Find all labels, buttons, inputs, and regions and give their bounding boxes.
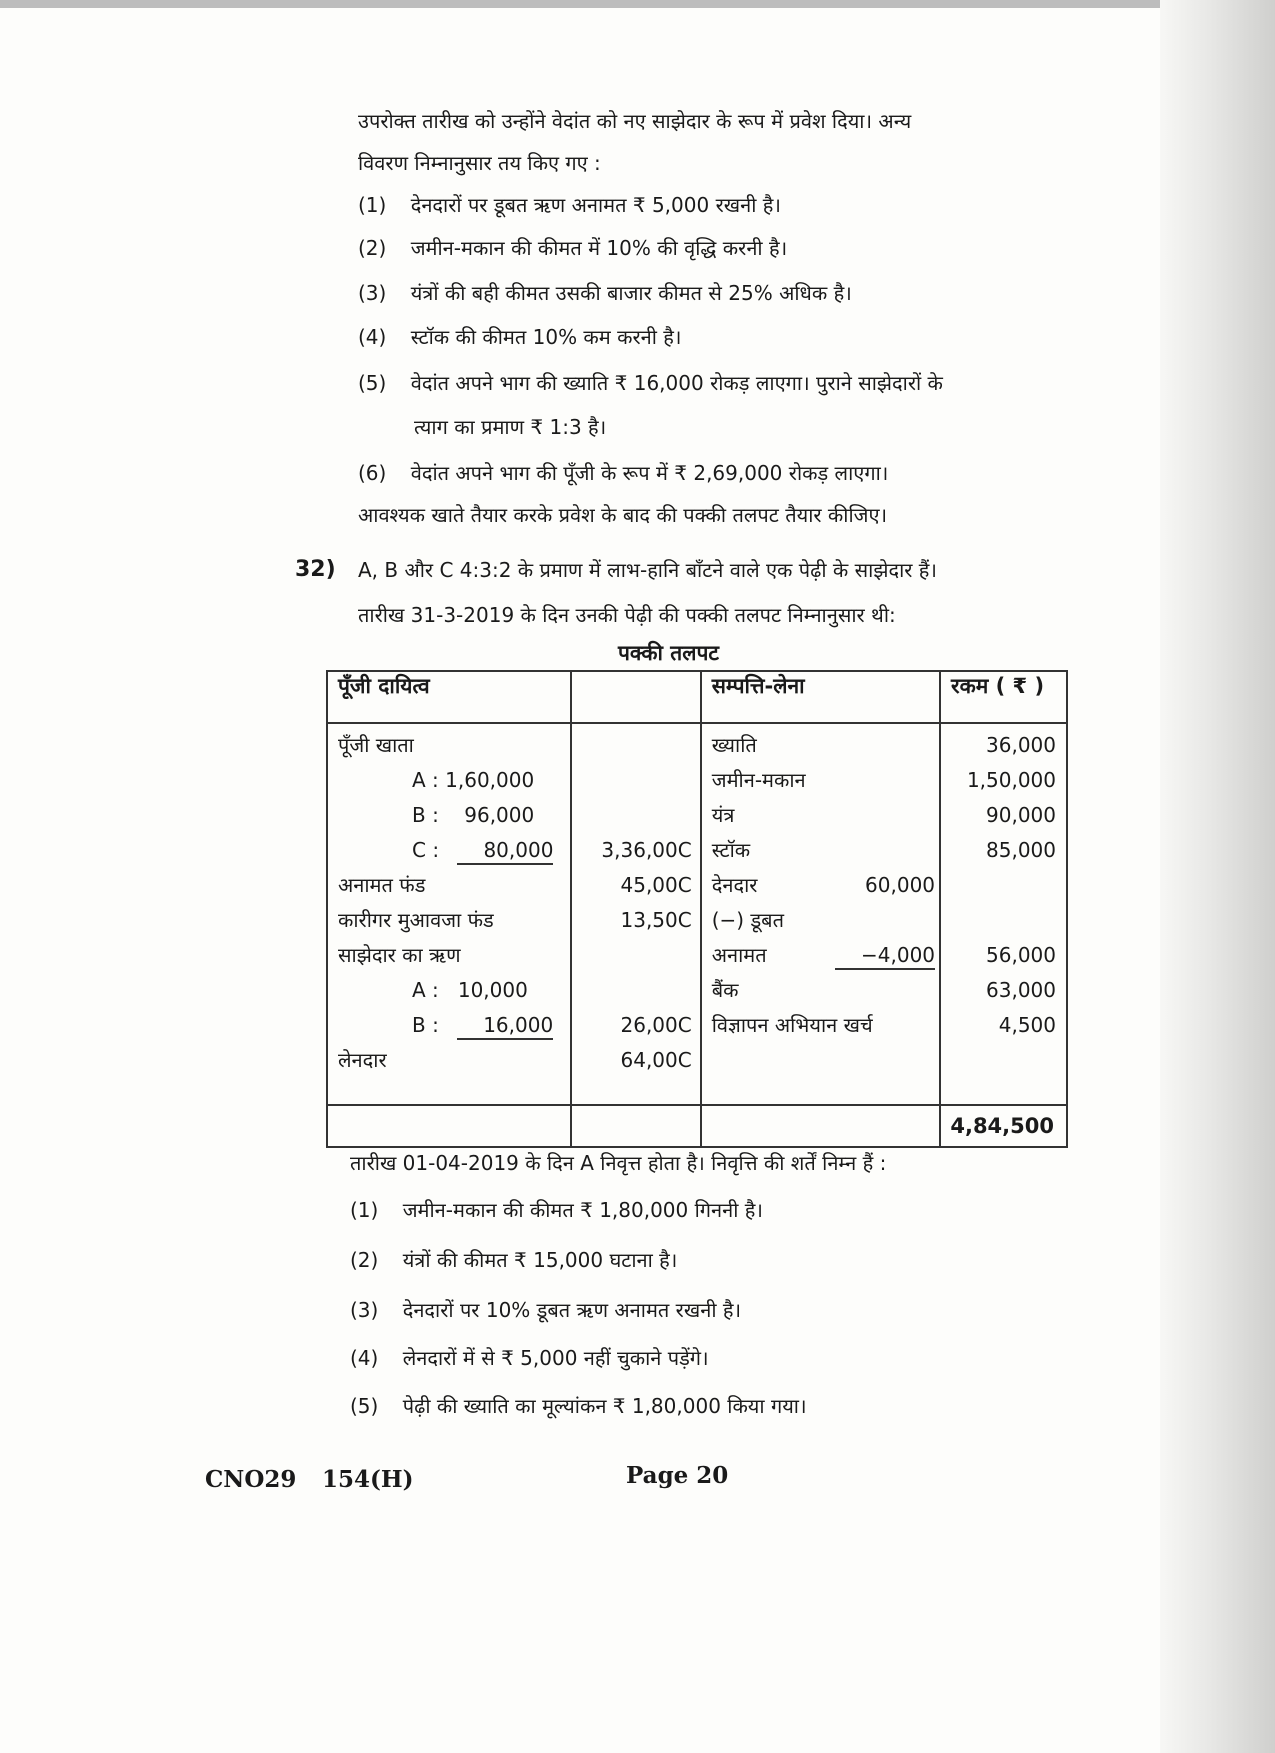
condition-6 [358,460,888,486]
balance-sheet-table [326,670,1068,1148]
loan-a: A : 10,000 [412,978,528,1002]
grand-total: 4,84,500 [940,1105,1067,1147]
condition-text: वेदांत अपने भाग की पूँजी के रूप में ₹ 2,69,000 रोकड़ लाएगा। [410,461,889,485]
retirement-condition-2 [350,1247,677,1273]
total-blank-3 [701,1105,940,1147]
reserve-fund-label: अनामत फंड [338,873,426,897]
liabilities-column [327,723,571,1105]
condition-number: (1) [350,1198,379,1222]
debtors-net-value: 56,000 [986,943,1056,967]
condition-number: (5) [350,1394,379,1418]
condition-number: (5) [358,371,387,395]
provision-label: अनामत [711,943,767,967]
less-bad-debt-label: (−) डूबत [711,908,784,932]
header-amount-blank [571,671,701,723]
page-number: Page 20 [626,1462,729,1489]
assets-amount-column [940,723,1067,1105]
condition-text: स्टॉक की कीमत 10% कम करनी है। [410,325,682,349]
capital-c-label: C : [412,838,440,862]
capital-b: B : 96,000 [412,803,535,827]
machinery-label: यंत्र [711,803,735,827]
assets-column [701,723,940,1105]
goodwill-value: 36,000 [986,733,1056,757]
loan-b-label: B : [412,1013,439,1037]
scan-right-edge [1160,0,1275,1753]
header-liabilities: पूँजी दायित्व [327,671,571,723]
condition-text: जमीन-मकान की कीमत ₹ 1,80,000 गिननी है। [402,1198,763,1222]
instruction: आवश्यक खाते तैयार करके प्रवेश के बाद की पक्की तलपट तैयार कीजिए। [358,503,888,527]
debtors-label: देनदार [711,873,758,897]
condition-number: (1) [358,193,387,217]
total-blank-2 [571,1105,701,1147]
intro-line-1: उपरोक्त तारीख को उन्होंने वेदांत को नए साझेदार के रूप में प्रवेश दिया। अन्य [358,109,912,133]
advertisement-expense-label: विज्ञापन अभियान खर्च [711,1013,873,1037]
header-amount: रकम ( ₹ ) [940,671,1067,723]
condition-5 [358,370,943,396]
condition-text: देनदारों पर डूबत ऋण अनामत ₹ 5,000 रखनी है। [410,193,781,217]
land-building-label: जमीन-मकान [711,768,806,792]
liabilities-amount-column [571,723,701,1105]
machinery-value: 90,000 [986,803,1056,827]
condition-number: (2) [350,1248,379,1272]
bank-label: बैंक [711,978,739,1002]
condition-number: (3) [358,281,387,305]
workmen-compensation-label: कारीगर मुआवजा फंड [338,908,494,932]
goodwill-label: ख्याति [711,733,757,757]
bank-value: 63,000 [986,978,1056,1002]
capital-account-label: पूँजी खाता [338,733,414,757]
condition-text: जमीन-मकान की कीमत में 10% की वृद्धि करनी है। [410,236,788,260]
capital-c [412,837,553,863]
condition-text: देनदारों पर 10% डूबत ऋण अनामत रखनी है। [402,1298,742,1322]
loan-b-value: 16,000 [457,1012,553,1040]
paper-code: CNO29 [205,1466,297,1493]
condition-text: यंत्रों की कीमत ₹ 15,000 घटाना है। [402,1248,678,1272]
advertisement-expense-value: 4,500 [998,1013,1056,1037]
condition-text: वेदांत अपने भाग की ख्याति ₹ 16,000 रोकड़ लाएगा। पुराने साझेदारों के [410,371,943,395]
condition-number: (4) [358,325,387,349]
condition-text: पेढ़ी की ख्याति का मूल्यांकन ₹ 1,80,000 किया गया। [402,1394,807,1418]
table-title: पक्की तलपट [618,641,719,665]
retirement-condition-1 [350,1197,763,1223]
question-number: 32) [295,557,336,582]
retirement-condition-5 [350,1393,807,1419]
creditors-value: 64,00C [620,1048,692,1072]
debtors-value: 60,000 [865,873,936,897]
condition-number: (4) [350,1346,379,1370]
stock-label: स्टॉक [711,838,751,862]
total-blank-1 [327,1105,571,1147]
reserve-fund-value: 45,00C [620,873,692,897]
header-assets: सम्पत्ति-लेना [701,671,940,723]
q32-line-2: तारीख 31-3-2019 के दिन उनकी पेढ़ी की पक्की तलपट निम्नानुसार थी: [358,603,896,627]
retirement-condition-3 [350,1297,741,1323]
retirement-line: तारीख 01-04-2019 के दिन A निवृत्त होता है। निवृत्ति की शर्तें निम्न हैं : [350,1151,887,1175]
condition-number: (2) [358,236,387,260]
capital-c-value: 80,000 [457,837,553,865]
condition-4 [358,324,681,350]
land-building-value: 1,50,000 [966,768,1056,792]
capital-total: 3,36,00C [601,838,692,862]
condition-2 [358,235,787,261]
condition-number: (6) [358,461,387,485]
condition-number: (3) [350,1298,379,1322]
q32-line-1: A, B और C 4:3:2 के प्रमाण में लाभ-हानि बाँटने वाले एक पेढ़ी के साझेदार हैं। [358,558,937,582]
scan-top-edge [0,0,1275,8]
condition-text: लेनदारों में से ₹ 5,000 नहीं चुकाने पड़ेंगे। [402,1346,709,1370]
condition-3 [358,280,852,306]
intro-line-2: विवरण निम्नानुसार तय किए गए : [358,151,601,175]
retirement-condition-4 [350,1345,709,1371]
creditors-label: लेनदार [338,1048,387,1072]
paper-number: 154(H) [322,1466,414,1493]
condition-5-cont: त्याग का प्रमाण ₹ 1:3 है। [414,415,607,439]
partner-loan-label: साझेदार का ऋण [338,943,461,967]
stock-value: 85,000 [986,838,1056,862]
loan-b [412,1012,553,1038]
capital-a: A : 1,60,000 [412,768,535,792]
condition-text: यंत्रों की बही कीमत उसकी बाजार कीमत से 25% अधिक है। [410,281,852,305]
partner-loan-total: 26,00C [620,1013,692,1037]
workmen-compensation-value: 13,50C [620,908,692,932]
condition-1 [358,192,781,218]
provision-value: −4,000 [835,942,935,970]
